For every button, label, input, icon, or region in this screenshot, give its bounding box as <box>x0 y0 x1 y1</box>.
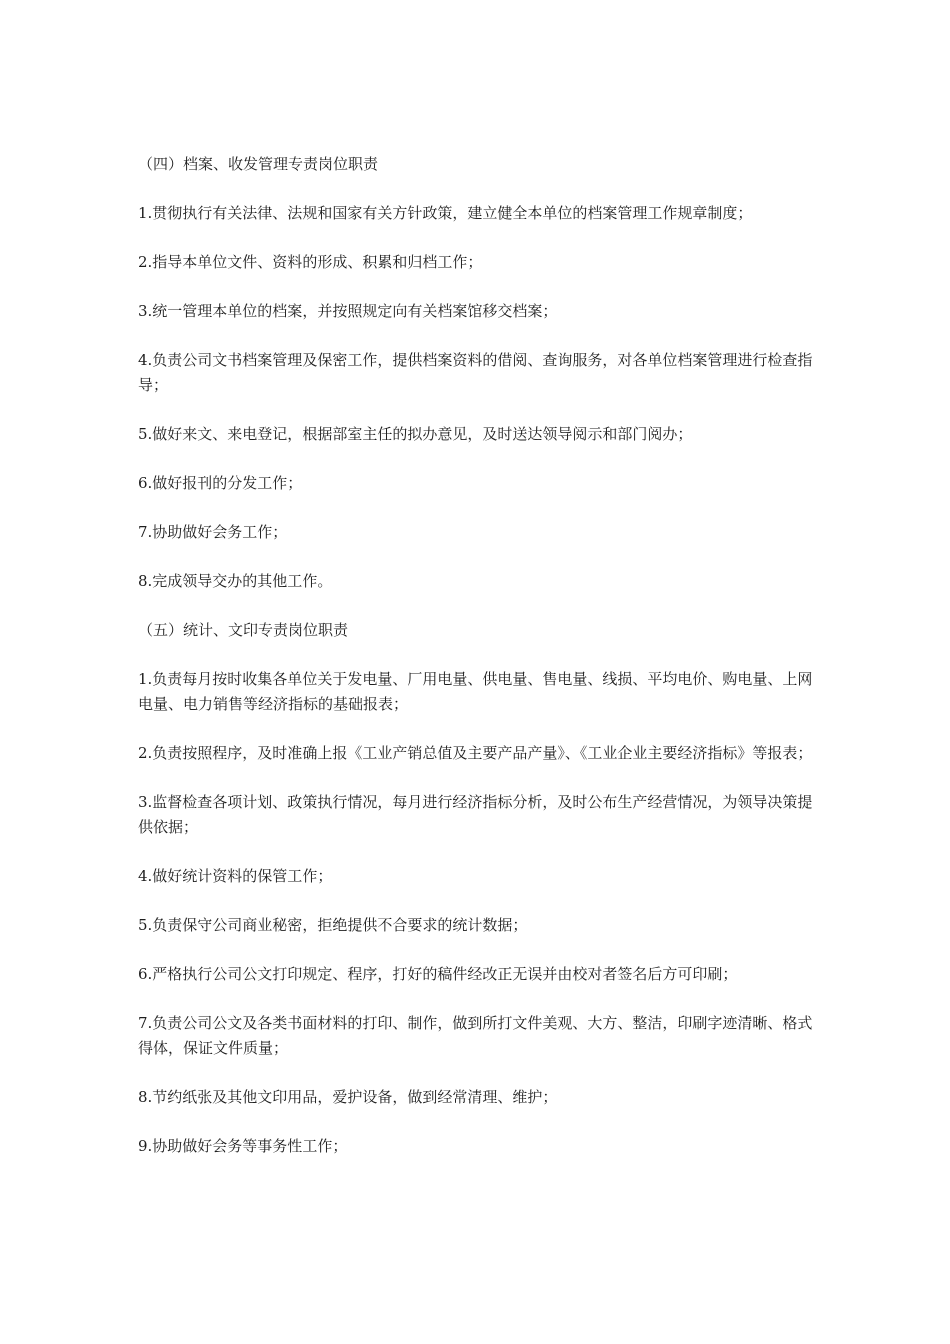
list-item: 6.严格执行公司公文打印规定、程序，打好的稿件经改正无误并由校对者签名后方可印刷； <box>138 965 738 983</box>
section-heading-archives: （四）档案、收发管理专责岗位职责 <box>138 155 379 173</box>
section-heading-statistics: （五）统计、文印专责岗位职责 <box>138 621 349 639</box>
document-body <box>138 152 813 1183</box>
list-item: 6.做好报刊的分发工作； <box>138 474 303 492</box>
list-item: 2.负责按照程序，及时准确上报《工业产销总值及主要产品产量》、《工业企业主要经济指标》等报表； <box>138 744 813 762</box>
list-item: 9.协助做好会务等事务性工作； <box>138 1137 348 1155</box>
list-item: 5.做好来文、来电登记，根据部室主任的拟办意见，及时送达领导阅示和部门阅办； <box>138 425 693 443</box>
list-item: 3.统一管理本单位的档案，并按照规定向有关档案馆移交档案； <box>138 302 558 320</box>
list-item: 8.完成领导交办的其他工作。 <box>138 572 333 590</box>
list-item: 7.协助做好会务工作； <box>138 523 288 541</box>
list-item: 3.监督检查各项计划、政策执行情况，每月进行经济指标分析，及时公布生产经营情况，为领导决策提供依据； <box>138 793 813 836</box>
list-item: 2.指导本单位文件、资料的形成、积累和归档工作； <box>138 253 483 271</box>
list-item: 1.贯彻执行有关法律、法规和国家有关方针政策，建立健全本单位的档案管理工作规章制度； <box>138 204 753 222</box>
list-item: 1.负责每月按时收集各单位关于发电量、厂用电量、供电量、售电量、线损、平均电价、购电量、上网电量、电力销售等经济指标的基础报表； <box>138 670 813 713</box>
list-item: 4.负责公司文书档案管理及保密工作，提供档案资料的借阅、查询服务，对各单位档案管理进行检查指导； <box>138 351 813 394</box>
list-item: 8.节约纸张及其他文印用品，爱护设备，做到经常清理、维护； <box>138 1088 558 1106</box>
list-item: 4.做好统计资料的保管工作； <box>138 867 333 885</box>
list-item: 5.负责保守公司商业秘密，拒绝提供不合要求的统计数据； <box>138 916 528 934</box>
list-item: 7.负责公司公文及各类书面材料的打印、制作，做到所打文件美观、大方、整洁，印刷字迹清晰、格式得体，保证文件质量； <box>138 1014 813 1057</box>
